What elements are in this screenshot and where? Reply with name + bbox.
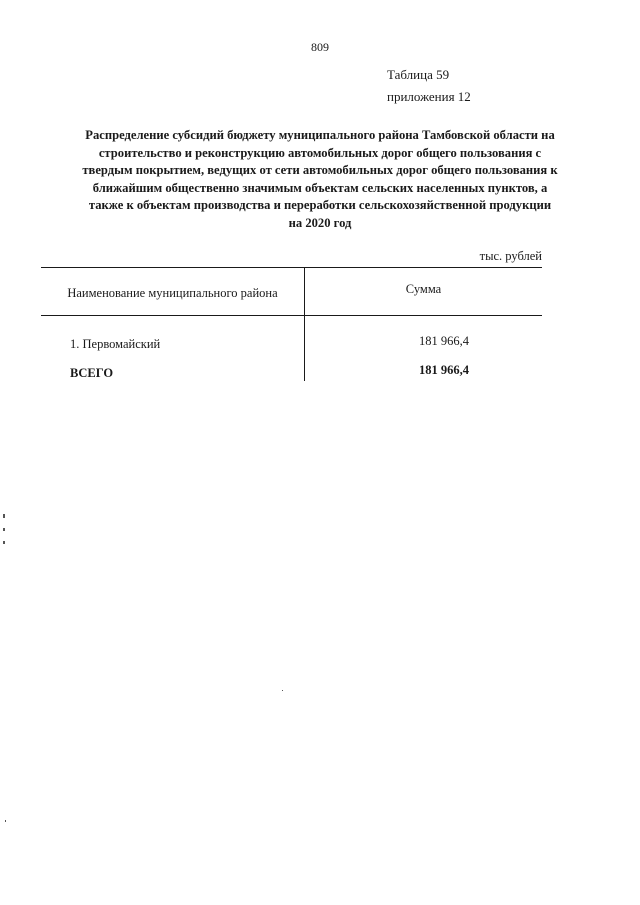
page-number: 809: [311, 40, 329, 54]
table-number: Таблица 59: [387, 67, 450, 82]
title-line: твердым покрытием, ведущих от сети автомобильных дорог общего пользования к: [82, 163, 558, 177]
scan-speck: [282, 690, 283, 691]
total-sum: 181 966,4: [419, 363, 469, 377]
title-line: также к объектам производства и переработки сельскохозяйственной продукции: [88, 198, 552, 212]
row-district-name: 1. Первомайский: [70, 337, 161, 351]
title-line: на 2020 год: [288, 215, 352, 230]
document-title: [40, 127, 600, 232]
title-line: строительство и реконструкцию автомобильных дорог общего пользования с: [98, 145, 542, 160]
header-sum: Сумма: [405, 282, 442, 296]
table-top-border: [41, 267, 542, 268]
units-label: тыс. рублей: [479, 249, 542, 263]
scan-speck: [5, 820, 6, 822]
total-label: ВСЕГО: [70, 366, 114, 380]
table-reference: [387, 64, 471, 108]
title-line: Распределение субсидий бюджету муниципального района Тамбовской области на: [85, 128, 555, 142]
scan-speck: [3, 514, 5, 518]
header-district-name: Наименование муниципального района: [67, 286, 278, 300]
title-line: ближайшим общественно значимым объектам сельских населенных пунктов, а: [92, 180, 548, 195]
row-sum: 181 966,4: [419, 334, 469, 348]
table-header-border: [41, 315, 542, 316]
appendix-number: приложения 12: [387, 89, 471, 104]
scan-speck: [3, 541, 5, 544]
scan-speck: [3, 528, 5, 531]
